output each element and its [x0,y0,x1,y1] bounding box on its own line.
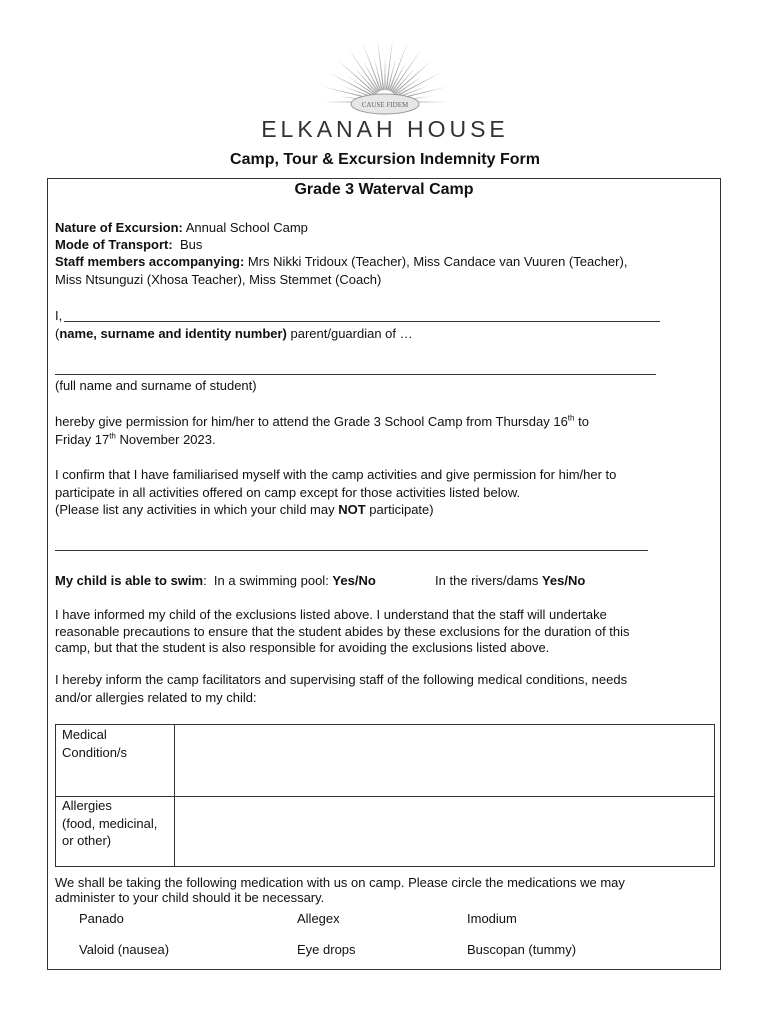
exclusions-line-2: reasonable precautions to ensure that the student abides by these exclusions for the duration of this [55,624,630,639]
permission-text-2b: November 2023. [115,432,216,447]
permission-line-1 [55,413,705,431]
staff-value: Mrs Nikki Tridoux (Teacher), Miss Candace van Vuuren (Teacher), [244,254,628,269]
permission-text-2a: Friday 17 [55,432,110,447]
medication-item[interactable]: Imodium [467,911,517,926]
parent-hint-bold: name, surname and identity number) [59,326,287,341]
activities-line-2: participate in all activities offered on camp except for those activities listed below. [55,485,521,500]
staff-line-2: Miss Ntsunguzi (Xhosa Teacher), Miss Stemmet (Coach) [55,272,382,287]
sun-ray [391,49,421,92]
student-hint: (full name and surname of student) [55,378,257,393]
seal-motto: CAUSE FIDEM [361,101,409,109]
staff-line [55,253,715,271]
excluded-activities-field[interactable] [55,550,648,551]
excursion-value: Annual School Camp [182,220,308,235]
medical-condition-field[interactable] [175,725,714,796]
camp-title: Grade 3 Waterval Camp [294,181,474,198]
excursion-line [55,219,705,237]
allergies-label-line-1: Allergies [62,798,112,813]
activities-line-3 [55,501,705,519]
medication-line-2: administer to your child should it be necessary. [55,890,325,905]
sun-ray [349,49,379,92]
transport-line [55,236,705,254]
permission-sup-2: th [109,431,116,441]
sun-ray [384,56,385,90]
swim-rivers-answer[interactable]: Yes/No [541,573,586,588]
allergies-label [62,797,170,850]
swim-pool-text: : In a swimming pool: [203,573,333,588]
parent-hint-rest: parent/guardian of … [286,326,413,341]
activities-text-3b: participate) [365,502,434,517]
medical-intro-line-2: and/or allergies related to my child: [55,690,257,705]
medication-line-1: We shall be taking the following medication with us on camp. Please circle the medications we may [55,875,625,890]
medical-label-line-1: Medical [62,727,107,742]
transport-label: Mode of Transport: [55,237,173,252]
permission-text-1a: hereby give permission for him/her to attend the Grade 3 School Camp from Thursday 16 [55,414,568,429]
swim-rivers-line [435,572,715,590]
exclusions-line-1: I have informed my child of the exclusions listed above. I understand that the staff will undertake [55,607,607,622]
parent-name-field[interactable] [64,321,660,322]
activities-text-3a: (Please list any activities in which your child may [55,502,339,517]
medical-condition-label [62,726,170,761]
medication-item[interactable]: Allegex [297,911,340,926]
medical-label-line-2: Condition/s [62,744,128,760]
sunburst-seal-icon [323,32,447,116]
student-name-field[interactable] [55,374,656,375]
medical-intro-line-1: I hereby inform the camp facilitators and supervising staff of the following medical conditions, needs [55,672,628,687]
medication-item[interactable]: Panado [79,911,124,926]
medical-table [55,724,715,867]
swim-pool-answer[interactable]: Yes/No [332,573,376,588]
sun-ray [377,38,384,90]
permission-line-2 [55,431,705,449]
medication-item[interactable]: Valoid (nausea) [79,942,170,957]
transport-value: Bus [172,237,203,252]
medication-item[interactable]: Buscopan (tummy) [467,942,577,957]
parent-hint: (name, surname and identity number) parent/guardian of … [55,326,413,341]
permission-text-1b: to [574,414,589,429]
excursion-label: Nature of Excursion: [55,220,183,235]
swim-line [55,572,455,590]
allergies-label-line-3: or other) [62,833,112,848]
exclusions-line-3: camp, but that the student is also responsible for avoiding the exclusions listed above. [55,640,550,655]
parent-prefix: I, [55,308,63,323]
allergies-field[interactable] [175,797,714,866]
swim-label: My child is able to swim [55,573,204,588]
medication-item[interactable]: Eye drops [297,942,356,957]
staff-label: Staff members accompanying: [55,254,245,269]
allergies-label-line-2: (food, medicinal, [62,815,158,831]
activities-line-1: I confirm that I have familiarised myself with the camp activities and give permission for him/her to [55,467,617,482]
activities-not: NOT [338,502,366,517]
permission-sup-1: th [567,413,575,423]
form-title: Camp, Tour & Excursion Indemnity Form [230,151,540,168]
sun-ray [386,38,393,90]
brand-name: ELKANAH HOUSE [261,116,509,142]
swim-rivers-text: In the rivers/dams [435,573,542,588]
